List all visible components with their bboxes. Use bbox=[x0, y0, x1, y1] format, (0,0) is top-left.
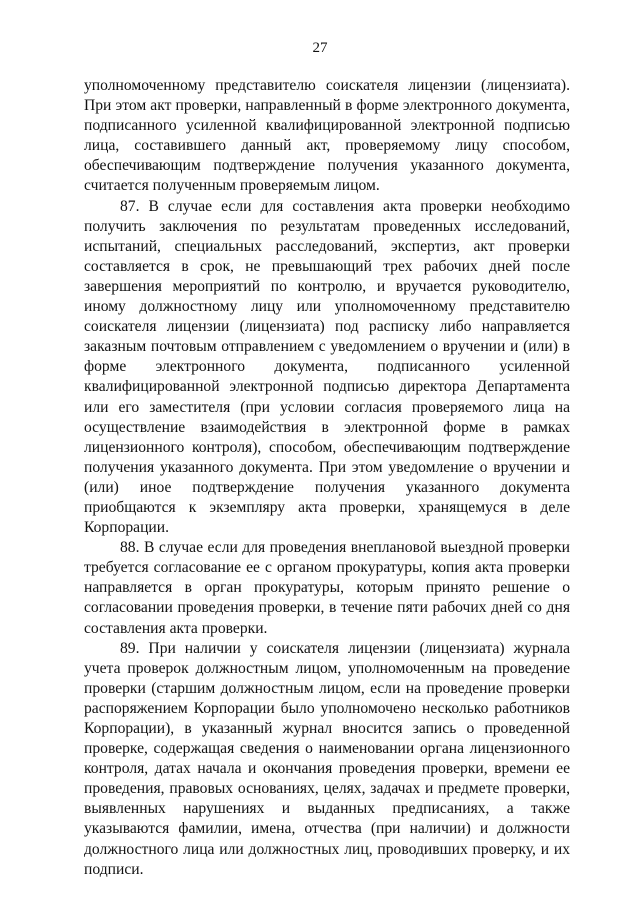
paragraph-87: 87. В случае если для составления акта проверки необходимо получить заключения по результатам проведенных исследований, испытаний, специальных расследований, экспертиз, акт проверки составляется в срок, не превышающий трех рабочих дней после завершения мероприятий по контролю, и вручается руководителю, иному должностному лицу или уполномоченному представителю соискателя лицензии (лицензиата) под расписку либо направляется заказным почтовым отправлением с уведомлением о вручении и (или) в форме электронного документа, подписанного усиленной квалифицированной электронной подписью директора Департамента или его заместителя (при условии согласия проверяемого лица на осуществление взаимодействия в электронной форме в рамках лицензионного контроля), способом, обеспечивающим подтверждение получения указанного документа. При этом уведомление о вручении и (или) иное подтверждение получения указанного документа приобщаются к экземпляру акта проверки, хранящемуся в деле Корпорации. bbox=[84, 197, 570, 537]
document-body bbox=[84, 76, 570, 880]
page-number: 27 bbox=[312, 40, 328, 56]
paragraph-88: 88. В случае если для проведения внеплановой выездной проверки требуется согласование ее с органом прокуратуры, копия акта проверки направляется в орган прокуратуры, которым принято решение о согласовании проведения проверки, в течение пяти рабочих дней со дня составления акта проверки. bbox=[84, 539, 570, 637]
paragraph-89: 89. При наличии у соискателя лицензии (лицензиата) журнала учета проверок должностным лицом, уполномоченным на проведение проверки (старшим должностным лицом, если на проведение проверки распоряжением Корпорации было уполномочено несколько работников Корпорации), в указанный журнал вносится запись о проведенной проверке, содержащая сведения о наименовании органа лицензионного контроля, датах начала и окончания проведения проверки, времени ее проведения, правовых основаниях, целях, задачах и предмете проверки, выявленных нарушениях и выданных предписаниях, а также указываются фамилии, имена, отчества (при наличии) и должности должностного лица или должностных лиц, проводивших проверку, и их подписи. bbox=[84, 639, 570, 878]
paragraph-continuation: уполномоченному представителю соискателя лицензии (лицензиата). При этом акт проверки, направленный в форме электронного документа, подписанного усиленной квалифицированной электронной подписью лица, составившего данный акт, проверяемому лицу способом, обеспечивающим подтверждение получения указанного документа, считается полученным проверяемым лицом. bbox=[84, 77, 570, 195]
